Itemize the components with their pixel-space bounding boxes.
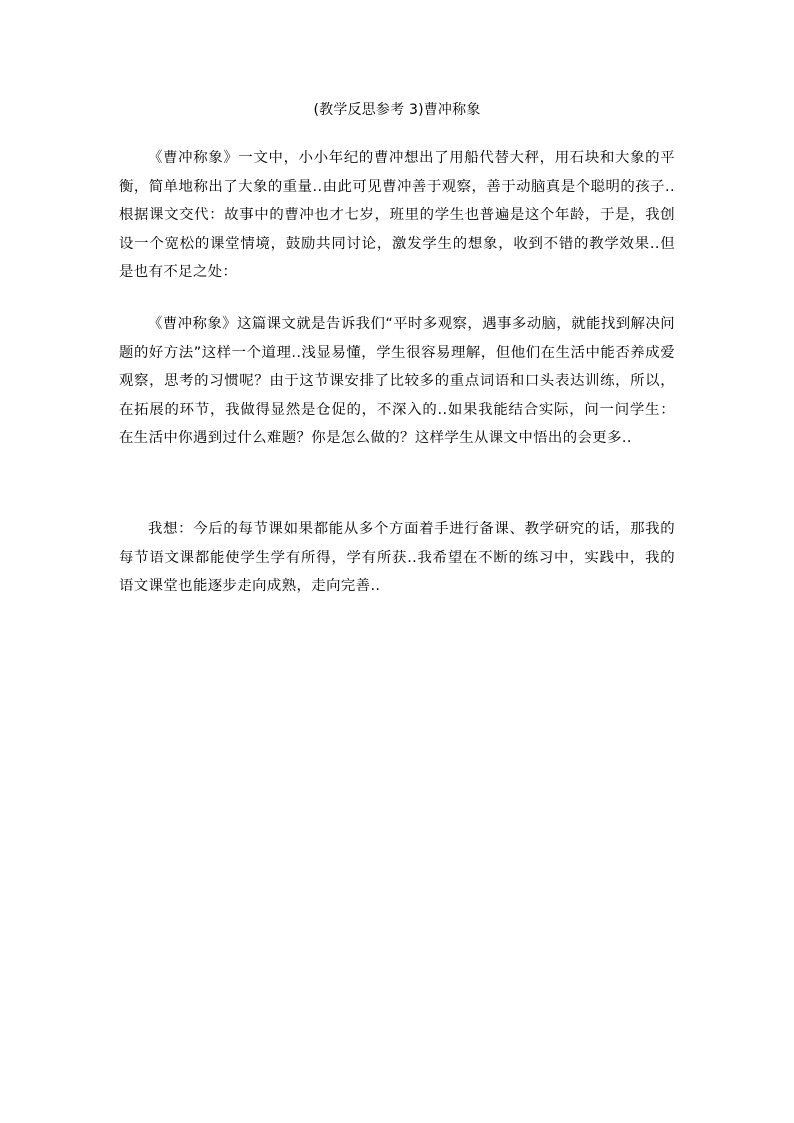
paragraph-intro: 《曹冲称象》一文中，小小年纪的曹冲想出了用船代替大秤，用石块和大象的平衡，简单地称出了大象的重量..由此可见曹冲善于观察，善于动脑真是个聪明的孩子..根据课文交代：故事中的曹冲也才七岁，班里的学生也普遍是这个年龄，于是，我创设一个宽松的课堂情境，鼓励共同讨论，激发学生的想象，收到不错的教学效果..但是也有不足之处： [119,150,675,281]
paragraph-reflection: 《曹冲称象》这篇课文就是告诉我们“平时多观察，遇事多动脑，就能找到解决问题的好方法”这样一个道理..浅显易懂，学生很容易理解，但他们在生活中能否养成爱观察，思考的习惯呢？由于这节课安排了比较多的重点词语和口头表达训练，所以，在拓展的环节，我做得显然是仓促的，不深入的..如果我能结合实际，问一问学生：在生活中你遇到过什么难题？你是怎么做的？这样学生从课文中悟出的会更多.. [119,316,675,447]
paragraph-conclusion: 我想：今后的每节课如果都能从多个方面着手进行备课、教学研究的话，那我的每节语文课都能使学生学有所得，学有所获..我希望在不断的练习中，实践中，我的语文课堂也能逐步走向成熟，走向完善.. [119,521,675,595]
document-title: (教学反思参考 3)曹冲称象 [313,102,481,118]
